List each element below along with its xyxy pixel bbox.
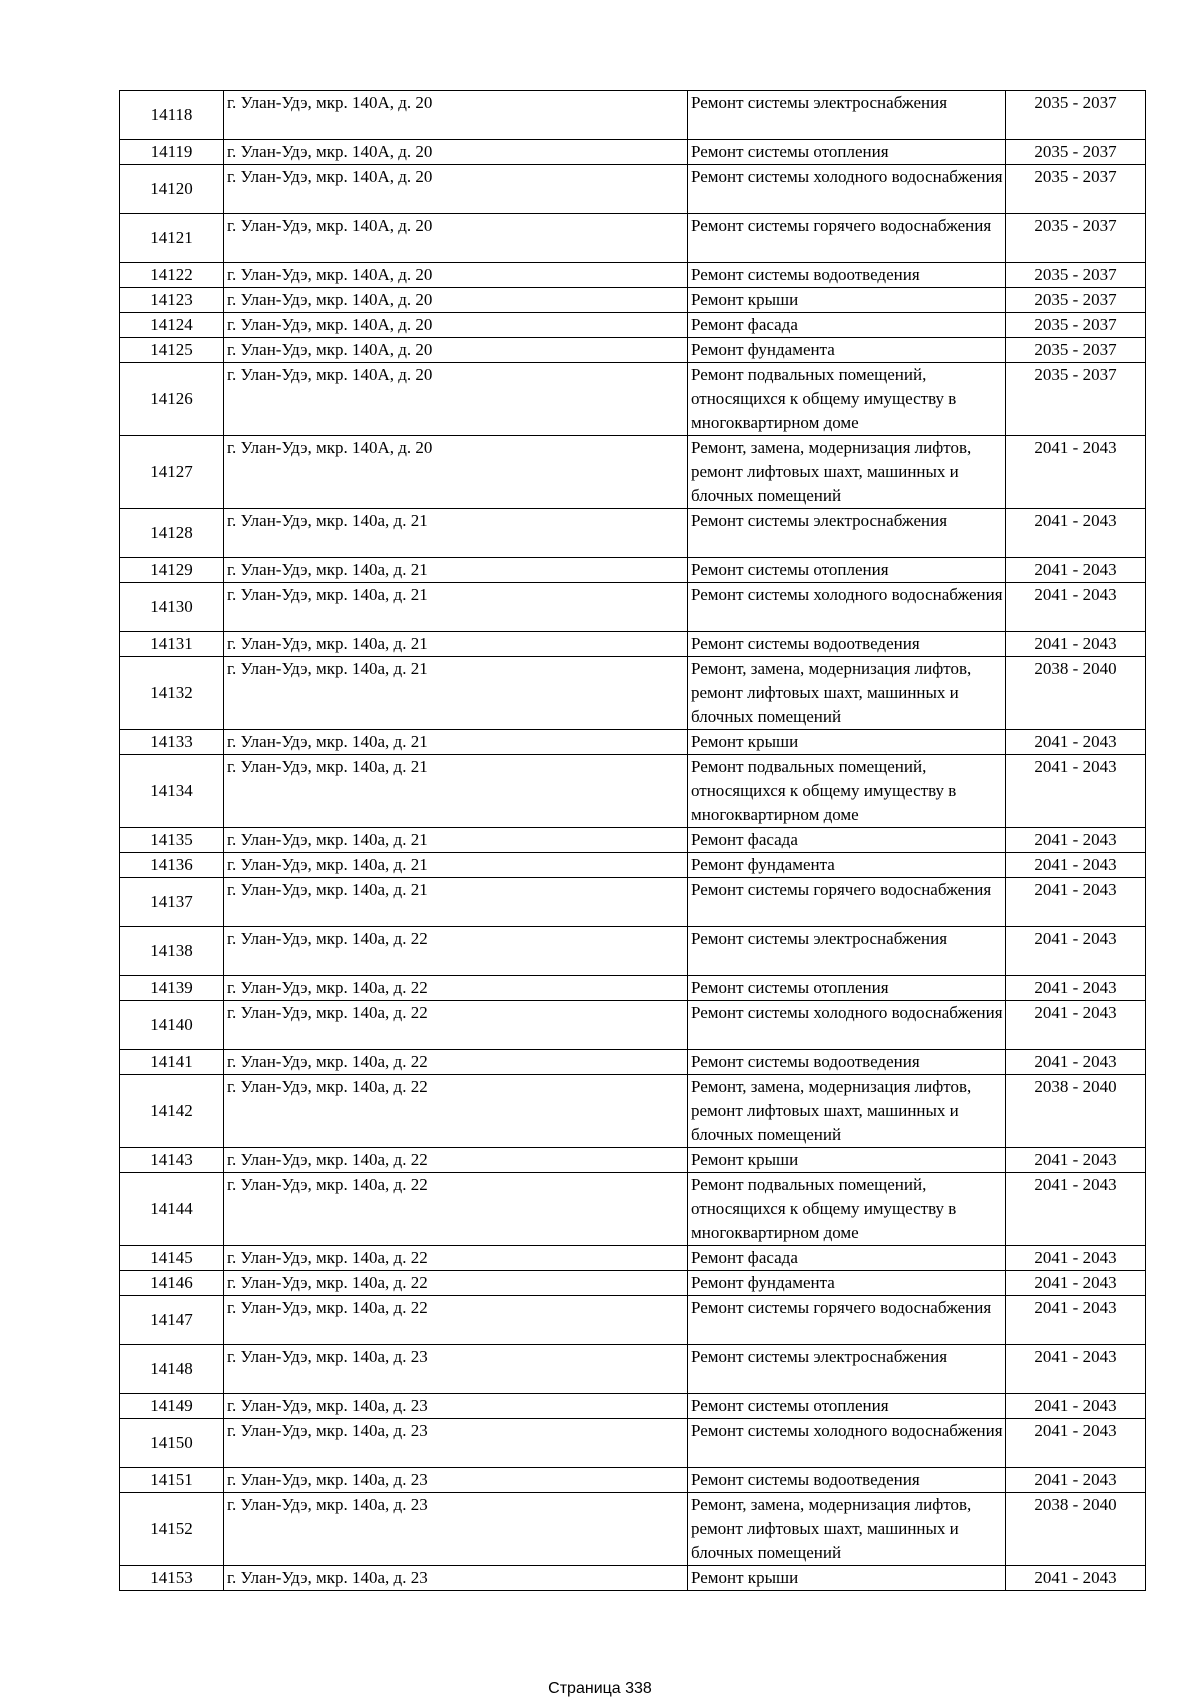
period-cell: 2041 - 2043 [1006, 1345, 1146, 1394]
works-table [119, 90, 1146, 1591]
table-row [120, 927, 1146, 976]
period-cell: 2035 - 2037 [1006, 313, 1146, 338]
work-type-cell: Ремонт подвальных помещений, относящихся к общему имуществу в многоквартирном доме [688, 363, 1006, 436]
period-cell: 2035 - 2037 [1006, 363, 1146, 436]
row-number-cell: 14118 [120, 91, 224, 140]
work-type-cell: Ремонт системы холодного водоснабжения [688, 583, 1006, 632]
period-cell: 2035 - 2037 [1006, 91, 1146, 140]
row-number-cell: 14139 [120, 976, 224, 1001]
work-type-cell: Ремонт фасада [688, 828, 1006, 853]
table-row [120, 755, 1146, 828]
period-cell: 2035 - 2037 [1006, 288, 1146, 313]
table-row [120, 1493, 1146, 1566]
table-row [120, 1050, 1146, 1075]
work-type-cell: Ремонт крыши [688, 1148, 1006, 1173]
address-cell: г. Улан-Удэ, мкр. 140А, д. 20 [224, 214, 688, 263]
address-cell: г. Улан-Удэ, мкр. 140А, д. 20 [224, 263, 688, 288]
row-number-cell: 14138 [120, 927, 224, 976]
period-cell: 2035 - 2037 [1006, 263, 1146, 288]
row-number-cell: 14126 [120, 363, 224, 436]
work-type-cell: Ремонт, замена, модернизация лифтов, ремонт лифтовых шахт, машинных и блочных помещений [688, 1493, 1006, 1566]
table-row [120, 140, 1146, 165]
row-number-cell: 14137 [120, 878, 224, 927]
table-row [120, 1566, 1146, 1591]
row-number-cell: 14135 [120, 828, 224, 853]
address-cell: г. Улан-Удэ, мкр. 140а, д. 22 [224, 976, 688, 1001]
period-cell: 2041 - 2043 [1006, 436, 1146, 509]
address-cell: г. Улан-Удэ, мкр. 140А, д. 20 [224, 288, 688, 313]
address-cell: г. Улан-Удэ, мкр. 140А, д. 20 [224, 338, 688, 363]
work-type-cell: Ремонт системы водоотведения [688, 632, 1006, 657]
work-type-cell: Ремонт системы отопления [688, 976, 1006, 1001]
row-number-cell: 14148 [120, 1345, 224, 1394]
address-cell: г. Улан-Удэ, мкр. 140а, д. 21 [224, 558, 688, 583]
work-type-cell: Ремонт, замена, модернизация лифтов, ремонт лифтовых шахт, машинных и блочных помещений [688, 657, 1006, 730]
table-row [120, 214, 1146, 263]
address-cell: г. Улан-Удэ, мкр. 140а, д. 22 [224, 1296, 688, 1345]
work-type-cell: Ремонт системы водоотведения [688, 1050, 1006, 1075]
address-cell: г. Улан-Удэ, мкр. 140а, д. 21 [224, 828, 688, 853]
row-number-cell: 14144 [120, 1173, 224, 1246]
period-cell: 2041 - 2043 [1006, 878, 1146, 927]
address-cell: г. Улан-Удэ, мкр. 140а, д. 22 [224, 927, 688, 976]
period-cell: 2041 - 2043 [1006, 1566, 1146, 1591]
table-row [120, 313, 1146, 338]
table-row [120, 558, 1146, 583]
work-type-cell: Ремонт системы отопления [688, 140, 1006, 165]
period-cell: 2041 - 2043 [1006, 1468, 1146, 1493]
work-type-cell: Ремонт крыши [688, 1566, 1006, 1591]
work-type-cell: Ремонт фасада [688, 1246, 1006, 1271]
row-number-cell: 14140 [120, 1001, 224, 1050]
table-row [120, 583, 1146, 632]
table-row [120, 1394, 1146, 1419]
table-row [120, 338, 1146, 363]
work-type-cell: Ремонт системы электроснабжения [688, 509, 1006, 558]
work-type-cell: Ремонт системы электроснабжения [688, 91, 1006, 140]
row-number-cell: 14142 [120, 1075, 224, 1148]
address-cell: г. Улан-Удэ, мкр. 140А, д. 20 [224, 165, 688, 214]
period-cell: 2041 - 2043 [1006, 976, 1146, 1001]
period-cell: 2041 - 2043 [1006, 1050, 1146, 1075]
table-row [120, 657, 1146, 730]
address-cell: г. Улан-Удэ, мкр. 140а, д. 22 [224, 1148, 688, 1173]
period-cell: 2035 - 2037 [1006, 214, 1146, 263]
table-row [120, 165, 1146, 214]
address-cell: г. Улан-Удэ, мкр. 140а, д. 23 [224, 1419, 688, 1468]
period-cell: 2041 - 2043 [1006, 1246, 1146, 1271]
table-row [120, 509, 1146, 558]
row-number-cell: 14146 [120, 1271, 224, 1296]
period-cell: 2041 - 2043 [1006, 1148, 1146, 1173]
address-cell: г. Улан-Удэ, мкр. 140А, д. 20 [224, 140, 688, 165]
address-cell: г. Улан-Удэ, мкр. 140а, д. 23 [224, 1394, 688, 1419]
address-cell: г. Улан-Удэ, мкр. 140а, д. 22 [224, 1271, 688, 1296]
table-row [120, 436, 1146, 509]
table-row [120, 1296, 1146, 1345]
address-cell: г. Улан-Удэ, мкр. 140А, д. 20 [224, 313, 688, 338]
page-number: Страница 338 [548, 1680, 652, 1697]
address-cell: г. Улан-Удэ, мкр. 140а, д. 22 [224, 1075, 688, 1148]
work-type-cell: Ремонт фасада [688, 313, 1006, 338]
table-row [120, 1246, 1146, 1271]
work-type-cell: Ремонт, замена, модернизация лифтов, ремонт лифтовых шахт, машинных и блочных помещений [688, 1075, 1006, 1148]
work-type-cell: Ремонт системы водоотведения [688, 263, 1006, 288]
row-number-cell: 14132 [120, 657, 224, 730]
table-row [120, 632, 1146, 657]
work-type-cell: Ремонт системы холодного водоснабжения [688, 1419, 1006, 1468]
address-cell: г. Улан-Удэ, мкр. 140а, д. 21 [224, 878, 688, 927]
row-number-cell: 14123 [120, 288, 224, 313]
address-cell: г. Улан-Удэ, мкр. 140а, д. 22 [224, 1246, 688, 1271]
period-cell: 2038 - 2040 [1006, 1493, 1146, 1566]
period-cell: 2041 - 2043 [1006, 1173, 1146, 1246]
work-type-cell: Ремонт подвальных помещений, относящихся к общему имуществу в многоквартирном доме [688, 755, 1006, 828]
period-cell: 2041 - 2043 [1006, 1271, 1146, 1296]
address-cell: г. Улан-Удэ, мкр. 140а, д. 22 [224, 1050, 688, 1075]
work-type-cell: Ремонт крыши [688, 288, 1006, 313]
period-cell: 2041 - 2043 [1006, 1001, 1146, 1050]
period-cell: 2041 - 2043 [1006, 853, 1146, 878]
table-row [120, 828, 1146, 853]
address-cell: г. Улан-Удэ, мкр. 140а, д. 21 [224, 632, 688, 657]
row-number-cell: 14131 [120, 632, 224, 657]
table-row [120, 288, 1146, 313]
work-type-cell: Ремонт системы горячего водоснабжения [688, 878, 1006, 927]
work-type-cell: Ремонт системы холодного водоснабжения [688, 1001, 1006, 1050]
row-number-cell: 14125 [120, 338, 224, 363]
period-cell: 2041 - 2043 [1006, 755, 1146, 828]
period-cell: 2041 - 2043 [1006, 583, 1146, 632]
table-row [120, 1173, 1146, 1246]
period-cell: 2035 - 2037 [1006, 165, 1146, 214]
table-row [120, 1419, 1146, 1468]
row-number-cell: 14133 [120, 730, 224, 755]
address-cell: г. Улан-Удэ, мкр. 140А, д. 20 [224, 91, 688, 140]
period-cell: 2041 - 2043 [1006, 730, 1146, 755]
period-cell: 2041 - 2043 [1006, 1394, 1146, 1419]
period-cell: 2041 - 2043 [1006, 1296, 1146, 1345]
address-cell: г. Улан-Удэ, мкр. 140а, д. 21 [224, 853, 688, 878]
row-number-cell: 14124 [120, 313, 224, 338]
row-number-cell: 14120 [120, 165, 224, 214]
work-type-cell: Ремонт системы электроснабжения [688, 927, 1006, 976]
address-cell: г. Улан-Удэ, мкр. 140а, д. 23 [224, 1493, 688, 1566]
works-table-body [120, 91, 1146, 1591]
period-cell: 2041 - 2043 [1006, 509, 1146, 558]
work-type-cell: Ремонт системы горячего водоснабжения [688, 214, 1006, 263]
table-row [120, 1468, 1146, 1493]
row-number-cell: 14145 [120, 1246, 224, 1271]
work-type-cell: Ремонт системы отопления [688, 558, 1006, 583]
address-cell: г. Улан-Удэ, мкр. 140а, д. 23 [224, 1468, 688, 1493]
table-row [120, 1075, 1146, 1148]
table-row [120, 363, 1146, 436]
address-cell: г. Улан-Удэ, мкр. 140А, д. 20 [224, 436, 688, 509]
row-number-cell: 14134 [120, 755, 224, 828]
work-type-cell: Ремонт фундамента [688, 338, 1006, 363]
period-cell: 2041 - 2043 [1006, 632, 1146, 657]
work-type-cell: Ремонт фундамента [688, 853, 1006, 878]
works-table-container [119, 90, 1145, 1591]
row-number-cell: 14136 [120, 853, 224, 878]
row-number-cell: 14150 [120, 1419, 224, 1468]
row-number-cell: 14143 [120, 1148, 224, 1173]
table-row [120, 1345, 1146, 1394]
work-type-cell: Ремонт системы отопления [688, 1394, 1006, 1419]
address-cell: г. Улан-Удэ, мкр. 140а, д. 21 [224, 755, 688, 828]
address-cell: г. Улан-Удэ, мкр. 140а, д. 22 [224, 1173, 688, 1246]
period-cell: 2041 - 2043 [1006, 828, 1146, 853]
row-number-cell: 14127 [120, 436, 224, 509]
period-cell: 2035 - 2037 [1006, 140, 1146, 165]
table-row [120, 1001, 1146, 1050]
address-cell: г. Улан-Удэ, мкр. 140а, д. 21 [224, 730, 688, 755]
row-number-cell: 14128 [120, 509, 224, 558]
table-row [120, 853, 1146, 878]
address-cell: г. Улан-Удэ, мкр. 140а, д. 21 [224, 657, 688, 730]
row-number-cell: 14149 [120, 1394, 224, 1419]
address-cell: г. Улан-Удэ, мкр. 140а, д. 22 [224, 1001, 688, 1050]
period-cell: 2038 - 2040 [1006, 657, 1146, 730]
address-cell: г. Улан-Удэ, мкр. 140а, д. 23 [224, 1566, 688, 1591]
row-number-cell: 14119 [120, 140, 224, 165]
row-number-cell: 14153 [120, 1566, 224, 1591]
period-cell: 2035 - 2037 [1006, 338, 1146, 363]
table-row [120, 91, 1146, 140]
address-cell: г. Улан-Удэ, мкр. 140а, д. 21 [224, 509, 688, 558]
period-cell: 2041 - 2043 [1006, 1419, 1146, 1468]
period-cell: 2041 - 2043 [1006, 558, 1146, 583]
row-number-cell: 14122 [120, 263, 224, 288]
address-cell: г. Улан-Удэ, мкр. 140а, д. 21 [224, 583, 688, 632]
address-cell: г. Улан-Удэ, мкр. 140А, д. 20 [224, 363, 688, 436]
table-row [120, 1148, 1146, 1173]
period-cell: 2041 - 2043 [1006, 927, 1146, 976]
table-row [120, 263, 1146, 288]
row-number-cell: 14130 [120, 583, 224, 632]
table-row [120, 1271, 1146, 1296]
row-number-cell: 14121 [120, 214, 224, 263]
row-number-cell: 14151 [120, 1468, 224, 1493]
work-type-cell: Ремонт, замена, модернизация лифтов, ремонт лифтовых шахт, машинных и блочных помещений [688, 436, 1006, 509]
work-type-cell: Ремонт системы электроснабжения [688, 1345, 1006, 1394]
work-type-cell: Ремонт подвальных помещений, относящихся к общему имуществу в многоквартирном доме [688, 1173, 1006, 1246]
row-number-cell: 14129 [120, 558, 224, 583]
row-number-cell: 14141 [120, 1050, 224, 1075]
table-row [120, 730, 1146, 755]
work-type-cell: Ремонт системы горячего водоснабжения [688, 1296, 1006, 1345]
address-cell: г. Улан-Удэ, мкр. 140а, д. 23 [224, 1345, 688, 1394]
period-cell: 2038 - 2040 [1006, 1075, 1146, 1148]
table-row [120, 878, 1146, 927]
row-number-cell: 14152 [120, 1493, 224, 1566]
work-type-cell: Ремонт системы холодного водоснабжения [688, 165, 1006, 214]
table-row [120, 976, 1146, 1001]
row-number-cell: 14147 [120, 1296, 224, 1345]
work-type-cell: Ремонт фундамента [688, 1271, 1006, 1296]
work-type-cell: Ремонт системы водоотведения [688, 1468, 1006, 1493]
work-type-cell: Ремонт крыши [688, 730, 1006, 755]
